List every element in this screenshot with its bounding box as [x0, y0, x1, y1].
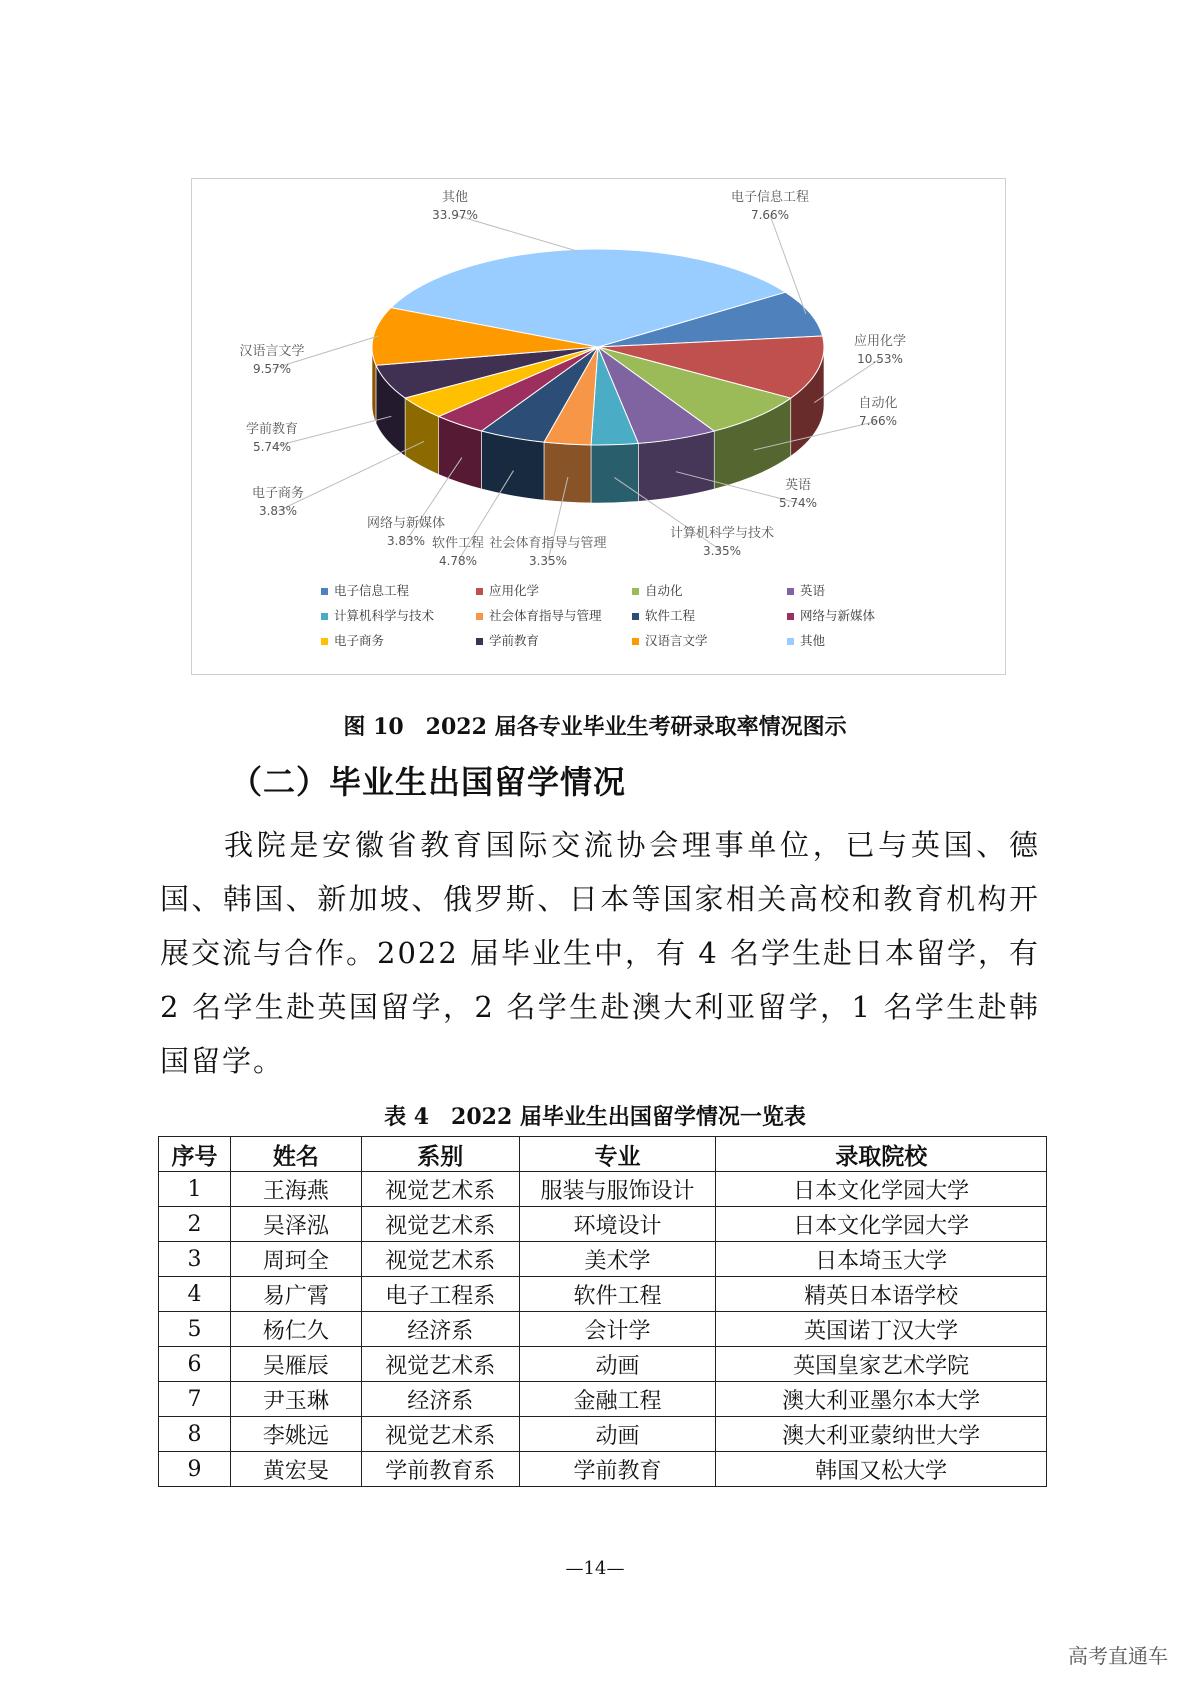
- cell-index: 9: [159, 1452, 231, 1487]
- table-row: [159, 1417, 1047, 1452]
- legend-label-4: 计算机科学与技术: [334, 608, 435, 623]
- cell-name: 杨仁久: [230, 1312, 361, 1347]
- cell-department: 视觉艺术系: [361, 1417, 519, 1452]
- pie-side-5: [544, 442, 591, 503]
- legend-label-3: 英语: [800, 583, 826, 598]
- cell-major: 软件工程: [519, 1277, 716, 1312]
- data-label-pct-8: 3.83%: [258, 504, 298, 518]
- cell-index: 1: [159, 1172, 231, 1207]
- data-label-name-10: 汉语言文学: [239, 344, 305, 359]
- cell-name: 吴泽泓: [230, 1207, 361, 1242]
- data-label-name-7: 网络与新媒体: [366, 516, 446, 531]
- legend-label-5: 社会体育指导与管理: [489, 608, 602, 623]
- data-label-pct-5: 3.35%: [528, 554, 568, 568]
- table-row: [159, 1172, 1047, 1207]
- cell-name: 李姚远: [230, 1417, 361, 1452]
- table-row: [159, 1452, 1047, 1487]
- legend: [321, 583, 876, 648]
- data-label-name-6: 软件工程: [431, 536, 485, 551]
- pie-side-4: [591, 443, 638, 503]
- legend-swatch-9: [476, 638, 483, 645]
- pie-chart: [191, 178, 1006, 675]
- body-paragraph: 我院是安徽省教育国际交流协会理事单位，已与英国、德国、韩国、新加坡、俄罗斯、日本等国家相关高校和教育机构开展交流与合作。2022 届毕业生中，有 4 名学生赴日本留学，有 2 名学生赴英国留学，2 名学生赴澳大利亚留学，1 名学生赴韩国留学。: [160, 828, 1040, 1078]
- table-row: [159, 1277, 1047, 1312]
- legend-swatch-3: [787, 588, 794, 595]
- legend-swatch-5: [476, 613, 483, 620]
- data-label-pct-1: 10.53%: [857, 352, 903, 366]
- cell-name: 王海燕: [230, 1172, 361, 1207]
- legend-swatch-10: [632, 638, 639, 645]
- legend-label-8: 电子商务: [334, 633, 385, 648]
- data-label-name-4: 计算机科学与技术: [669, 526, 775, 541]
- legend-swatch-8: [321, 638, 328, 645]
- legend-swatch-2: [632, 588, 639, 595]
- cell-name: 黄宏旻: [230, 1452, 361, 1487]
- cell-department: 学前教育系: [361, 1452, 519, 1487]
- data-label-pct-0: 7.66%: [750, 208, 790, 222]
- cell-major: 美术学: [519, 1242, 716, 1277]
- data-label-name-9: 学前教育: [245, 422, 299, 437]
- legend-label-6: 软件工程: [645, 608, 696, 623]
- study-abroad-table: [158, 1136, 1047, 1487]
- data-label-pct-9: 5.74%: [252, 440, 292, 454]
- cell-major: 服装与服饰设计: [519, 1172, 716, 1207]
- header-index: 序号: [159, 1137, 231, 1172]
- data-label-name-1: 应用化学: [853, 334, 907, 349]
- cell-index: 2: [159, 1207, 231, 1242]
- legend-swatch-0: [321, 588, 328, 595]
- header-name: 姓名: [230, 1137, 361, 1172]
- cell-department: 视觉艺术系: [361, 1172, 519, 1207]
- cell-index: 6: [159, 1347, 231, 1382]
- data-label-pct-2: 7.66%: [858, 414, 898, 428]
- header-department: 系别: [361, 1137, 519, 1172]
- cell-name: 周珂全: [230, 1242, 361, 1277]
- legend-label-1: 应用化学: [489, 583, 540, 598]
- legend-label-10: 汉语言文学: [645, 633, 708, 648]
- legend-swatch-11: [787, 638, 794, 645]
- cell-school: 英国诺丁汉大学: [716, 1312, 1047, 1347]
- legend-swatch-7: [787, 613, 794, 620]
- cell-department: 经济系: [361, 1382, 519, 1417]
- cell-department: 视觉艺术系: [361, 1242, 519, 1277]
- cell-school: 日本文化学园大学: [716, 1207, 1047, 1242]
- cell-department: 视觉艺术系: [361, 1347, 519, 1382]
- data-label-name-2: 自动化: [858, 396, 898, 411]
- cell-school: 精英日本语学校: [716, 1277, 1047, 1312]
- pie-top-faces: [372, 249, 824, 445]
- table-header-row: [159, 1137, 1047, 1172]
- cell-index: 8: [159, 1417, 231, 1452]
- cell-name: 尹玉琳: [230, 1382, 361, 1417]
- legend-swatch-1: [476, 588, 483, 595]
- cell-department: 电子工程系: [361, 1277, 519, 1312]
- pie-chart-canvas: [192, 179, 1005, 674]
- cell-school: 日本埼玉大学: [716, 1242, 1047, 1277]
- legend-label-9: 学前教育: [489, 633, 540, 648]
- cell-school: 英国皇家艺术学院: [716, 1347, 1047, 1382]
- cell-school: 日本文化学园大学: [716, 1172, 1047, 1207]
- table-row: [159, 1312, 1047, 1347]
- cell-index: 5: [159, 1312, 231, 1347]
- cell-index: 4: [159, 1277, 231, 1312]
- legend-label-7: 网络与新媒体: [800, 608, 876, 623]
- cell-major: 动画: [519, 1347, 716, 1382]
- header-school: 录取院校: [716, 1137, 1047, 1172]
- cell-name: 吴雁辰: [230, 1347, 361, 1382]
- cell-major: 环境设计: [519, 1207, 716, 1242]
- legend-swatch-6: [632, 613, 639, 620]
- data-label-name-3: 英语: [784, 478, 812, 493]
- cell-school: 韩国又松大学: [716, 1452, 1047, 1487]
- header-major: 专业: [519, 1137, 716, 1172]
- table-row: [159, 1242, 1047, 1277]
- legend-swatch-4: [321, 613, 328, 620]
- legend-label-0: 电子信息工程: [334, 583, 410, 598]
- table-row: [159, 1347, 1047, 1382]
- cell-major: 学前教育: [519, 1452, 716, 1487]
- cell-name: 易广霄: [230, 1277, 361, 1312]
- data-label-pct-7: 3.83%: [386, 534, 426, 548]
- figure-caption: 图 10 2022 届各专业毕业生考研录取率情况图示: [343, 714, 847, 740]
- data-label-name-5: 社会体育指导与管理: [489, 536, 607, 551]
- data-label-pct-3: 5.74%: [778, 496, 818, 510]
- data-label-pct-4: 3.35%: [702, 544, 742, 558]
- table-caption: 表 4 2022 届毕业生出国留学情况一览表: [384, 1104, 806, 1130]
- cell-major: 金融工程: [519, 1382, 716, 1417]
- cell-index: 3: [159, 1242, 231, 1277]
- cell-school: 澳大利亚蒙纳世大学: [716, 1417, 1047, 1452]
- data-label-name-0: 电子信息工程: [730, 190, 810, 205]
- data-label-pct-6: 4.78%: [438, 554, 478, 568]
- data-label-name-8: 电子商务: [251, 486, 305, 501]
- table-row: [159, 1207, 1047, 1242]
- cell-index: 7: [159, 1382, 231, 1417]
- cell-major: 会计学: [519, 1312, 716, 1347]
- legend-label-2: 自动化: [645, 583, 683, 598]
- watermark: 高考直通车: [1068, 1644, 1168, 1668]
- section-heading: （二）毕业生出国留学情况: [230, 763, 627, 801]
- cell-school: 澳大利亚墨尔本大学: [716, 1382, 1047, 1417]
- legend-label-11: 其他: [800, 633, 826, 648]
- data-label-name-11: 其他: [441, 190, 469, 205]
- page-number: —14—: [565, 1558, 625, 1579]
- data-label-pct-10: 9.57%: [252, 362, 292, 376]
- cell-major: 动画: [519, 1417, 716, 1452]
- cell-department: 视觉艺术系: [361, 1207, 519, 1242]
- cell-department: 经济系: [361, 1312, 519, 1347]
- table-row: [159, 1382, 1047, 1417]
- data-label-pct-11: 33.97%: [432, 208, 478, 222]
